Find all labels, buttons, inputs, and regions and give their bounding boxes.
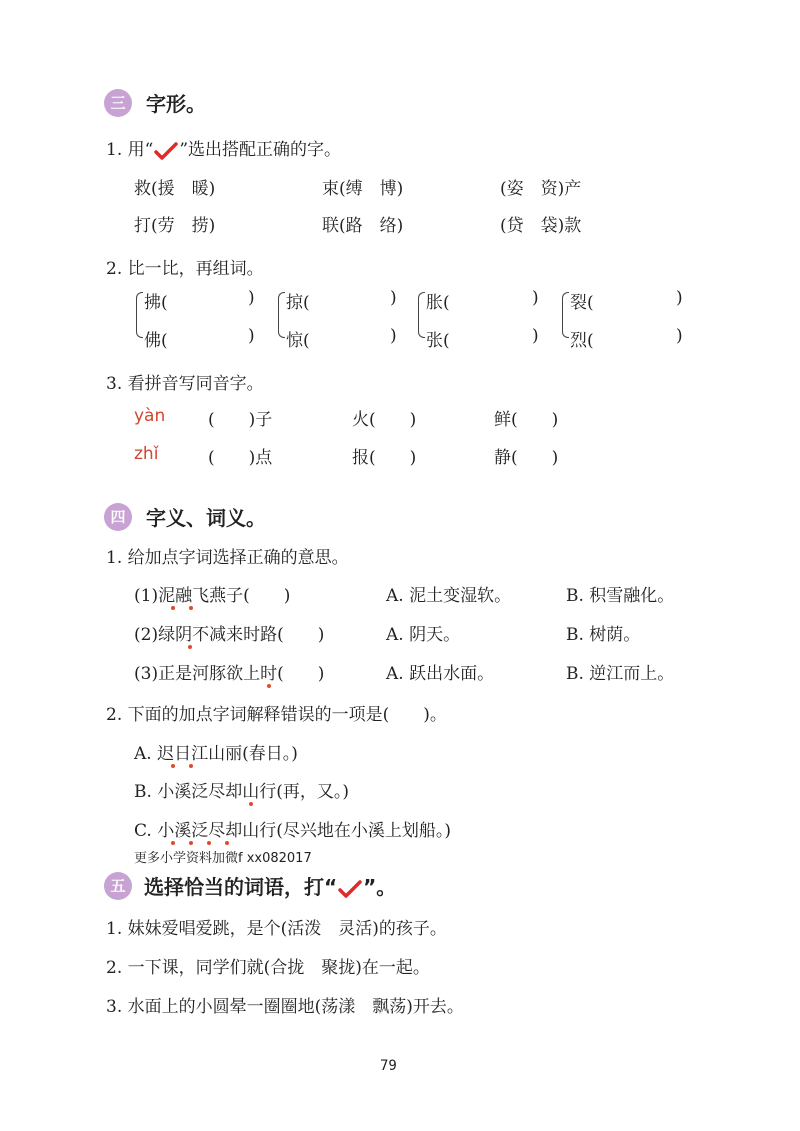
brace-4 (562, 292, 569, 338)
section-title-4: 字义、词义。 (146, 506, 266, 530)
question-3: 3. 看拼音写同音字。 (106, 374, 264, 394)
emphasis-dot (171, 841, 175, 845)
paren-close: ) (248, 288, 255, 308)
section-badge-4: 四 (104, 503, 132, 531)
q4-item-question: (2)绿阴不减来时路( ) (134, 625, 325, 645)
paren-close: ) (390, 288, 397, 308)
section-title-5: 选择恰当的词语，打“ ”。 (144, 875, 397, 899)
emphasis-dot (188, 645, 192, 649)
q6-item: 1. 妹妹爱唱爱跳，是个(活泼 灵活)的孩子。 (106, 919, 447, 939)
checkmark-icon (153, 141, 179, 161)
watermark-note: 更多小学资料加微f xx082017 (134, 851, 312, 866)
pinyin-yan: yàn (134, 406, 166, 426)
q1-option: 束(缚 博) (322, 179, 404, 199)
blank-item: ( )子 (208, 410, 273, 430)
q4-option-a: A. 阴天。 (386, 625, 461, 645)
emphasis-dot (189, 606, 193, 610)
emphasis-dot (267, 684, 271, 688)
section-badge-3: 三 (104, 89, 132, 117)
q4-option-b: B. 积雪融化。 (566, 586, 675, 606)
emphasis-dot (225, 841, 229, 845)
emphasis-dot (207, 841, 211, 845)
checkmark-icon (337, 879, 363, 899)
paren-close: ) (532, 326, 539, 346)
emphasis-dot (171, 606, 175, 610)
blank-item: 静( ) (494, 448, 559, 468)
compare-char: 烈( (570, 331, 594, 351)
q5-option-b: B. 小溪泛尽却山行(再，又。) (134, 782, 350, 802)
paren-close: ) (248, 326, 255, 346)
q5-option-c: C. 小溪泛尽却山行(尽兴地在小溪上划船。) (134, 821, 451, 841)
q4-option-b: B. 树荫。 (566, 625, 641, 645)
compare-char: 拂( (144, 293, 168, 313)
q1-option: 救(援 暖) (134, 179, 216, 199)
q1-option: 打(劳 捞) (134, 216, 216, 236)
question-2: 2. 比一比，再组词。 (106, 259, 264, 279)
brace-1 (136, 292, 143, 338)
emphasis-dot (189, 764, 193, 768)
paren-close: ) (532, 288, 539, 308)
brace-2 (278, 292, 285, 338)
blank-item: 报( ) (352, 448, 417, 468)
q4-option-a: A. 跃出水面。 (386, 664, 495, 684)
q4-item-question: (1)泥融飞燕子( ) (134, 586, 291, 606)
q4-option-b: B. 逆江而上。 (566, 664, 675, 684)
compare-char: 惊( (286, 331, 310, 351)
q1-option: (贷 袋)款 (500, 216, 582, 236)
q1-option: (姿 资)产 (500, 179, 582, 199)
compare-char: 胀( (426, 293, 450, 313)
page-number: 79 (380, 1058, 397, 1074)
compare-char: 掠( (286, 293, 310, 313)
paren-close: ) (676, 326, 683, 346)
q6-item: 3. 水面上的小圆晕一圈圈地(荡漾 飘荡)开去。 (106, 997, 464, 1017)
pinyin-zhi: zhǐ (134, 444, 159, 464)
emphasis-dot (189, 841, 193, 845)
q5-option-a: A. 迟日江山丽(春日。) (134, 744, 298, 764)
paren-close: ) (676, 288, 683, 308)
compare-char: 张( (426, 331, 450, 351)
compare-char: 佛( (144, 331, 168, 351)
emphasis-dot (249, 802, 253, 806)
q4-option-a: A. 泥土变湿软。 (386, 586, 512, 606)
blank-item: ( )点 (208, 448, 273, 468)
q1-option: 联(路 络) (322, 216, 404, 236)
q4-item-question: (3)正是河豚欲上时( ) (134, 664, 325, 684)
q6-item: 2. 一下课，同学们就(合拢 聚拢)在一起。 (106, 958, 430, 978)
question-1: 1. 用“ ”选出搭配正确的字。 (106, 140, 342, 160)
emphasis-dot (171, 764, 175, 768)
section-title-3: 字形。 (146, 92, 206, 116)
compare-char: 裂( (570, 293, 594, 313)
section-badge-5: 五 (104, 872, 132, 900)
blank-item: 鲜( ) (494, 410, 559, 430)
question-5: 2. 下面的加点字词解释错误的一项是( )。 (106, 705, 447, 725)
paren-close: ) (390, 326, 397, 346)
blank-item: 火( ) (352, 410, 417, 430)
question-4: 1. 给加点字词选择正确的意思。 (106, 548, 349, 568)
brace-3 (418, 292, 425, 338)
